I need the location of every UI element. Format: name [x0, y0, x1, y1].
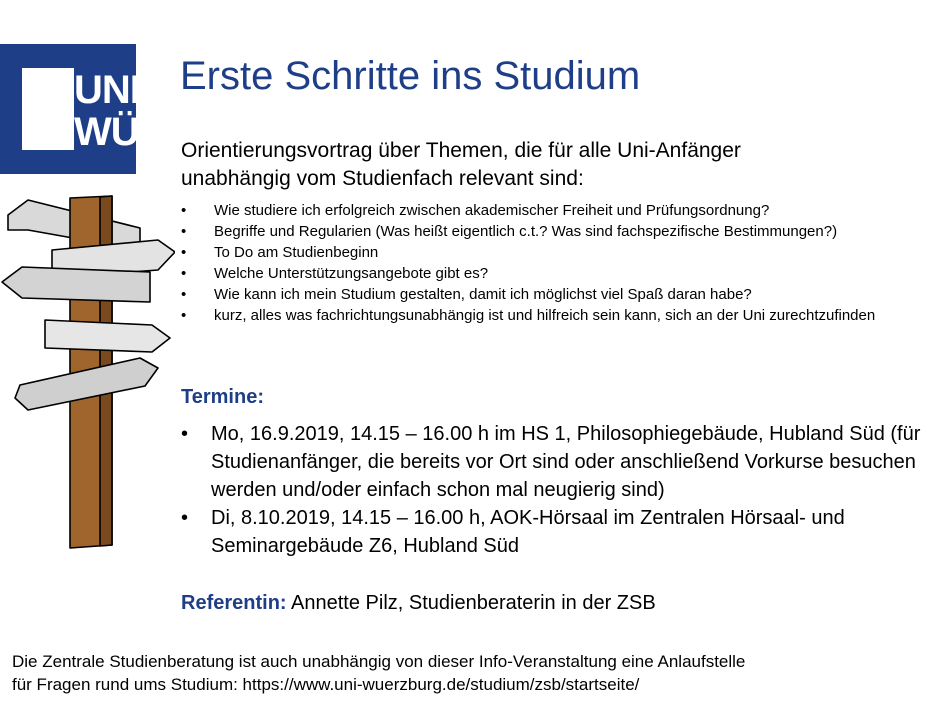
speaker-line — [181, 590, 656, 616]
speaker-name: Annette Pilz, Studienberaterin in der ZSB — [291, 592, 656, 614]
logo-notch — [22, 68, 74, 150]
topic-item: • Wie kann ich mein Studium gestalten, damit ich möglichst viel Spaß daran habe? — [181, 284, 901, 305]
date-item: • Di, 8.10.2019, 14.15 – 16.00 h, AOK-Hörsaal im Zentralen Hörsaal- und Seminargebäude Z6, Hubland Süd — [181, 504, 921, 560]
intro-line: Orientierungsvortrag über Themen, die für alle Uni-Anfänger — [181, 139, 741, 162]
speaker-label: Referentin: — [181, 592, 287, 614]
logo-text-wue: WÜ — [74, 110, 139, 154]
date-item: • Mo, 16.9.2019, 14.15 – 16.00 h im HS 1, Philosophiegebäude, Hubland Süd (für Studienanfänger, die bereits vor Ort sind oder anschließend Vorkurse besuchen werden und/oder einfach schon mal neugierig sind) — [181, 420, 921, 504]
footer-note — [12, 650, 745, 696]
signpost-icon — [0, 190, 175, 560]
university-logo[interactable] — [0, 44, 140, 174]
topic-item: • Begriffe und Regularien (Was heißt eigentlich c.t.? Was sind fachspezifische Bestimmungen?) — [181, 221, 901, 242]
footer-line: Die Zentrale Studienberatung ist auch unabhängig von dieser Info-Veranstaltung eine Anlaufstelle — [12, 652, 746, 671]
date-list — [181, 420, 921, 560]
intro-line: unabhängig vom Studienfach relevant sind: — [181, 167, 584, 190]
logo-text-uni: UNI — [74, 68, 140, 112]
page-title: Erste Schritte ins Studium — [180, 54, 641, 98]
footer-line: für Fragen rund ums Studium: https://www.uni-wuerzburg.de/studium/zsb/startseite/ — [12, 675, 640, 694]
termine-heading: Termine: — [181, 386, 264, 408]
topic-item: • To Do am Studienbeginn — [181, 242, 901, 263]
topic-item: • kurz, alles was fachrichtungsunabhängig ist und hilfreich sein kann, sich an der Uni zurechtzufinden — [181, 305, 901, 326]
signpost-sign — [2, 267, 150, 302]
signpost-sign — [45, 320, 170, 352]
intro-text — [181, 137, 741, 193]
topic-item: • Wie studiere ich erfolgreich zwischen akademischer Freiheit und Prüfungsordnung? — [181, 200, 901, 221]
topic-list — [181, 200, 901, 326]
topic-item: • Welche Unterstützungsangebote gibt es? — [181, 263, 901, 284]
